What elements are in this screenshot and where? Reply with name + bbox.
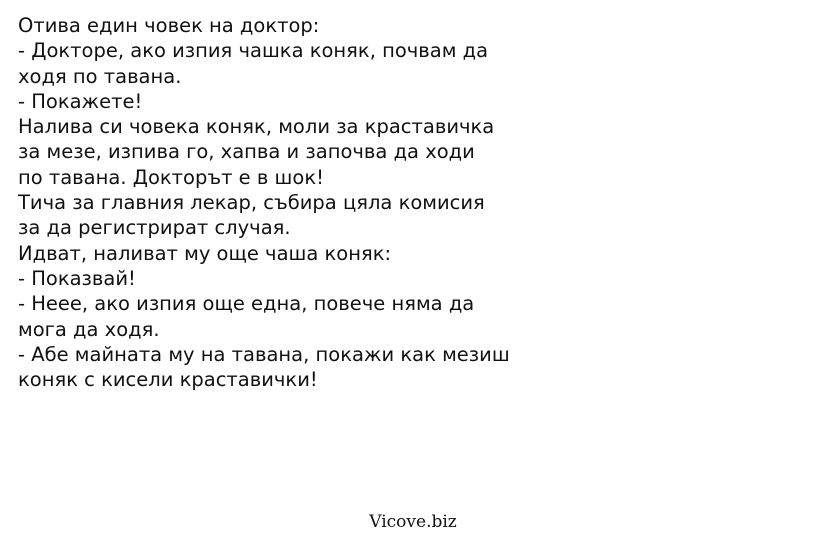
- joke-line: коняк с кисели краставички!: [18, 368, 318, 392]
- joke-line: Идват, наливат му още чаша коняк:: [18, 241, 392, 265]
- site-watermark: Vicove.biz: [369, 512, 457, 532]
- joke-line: мога да ходя.: [18, 317, 160, 341]
- joke-line: - Абе майната му на тавана, покажи как мезиш: [18, 342, 510, 366]
- joke-line: - Показвай!: [18, 266, 136, 290]
- joke-text: [18, 13, 818, 392]
- joke-line: Налива си човека коняк, моли за краставичка: [18, 115, 495, 139]
- joke-line: Отива един човек на доктор:: [18, 14, 320, 37]
- joke-line: - Докторе, ако изпия чашка коняк, почвам да: [18, 39, 489, 63]
- joke-line: ходя по тавана.: [18, 64, 182, 88]
- joke-line: Тича за главния лекар, събира цяла комисия: [18, 191, 485, 215]
- joke-line: - Покажете!: [18, 89, 143, 113]
- joke-line: - Неее, ако изпия още една, повече няма да: [18, 292, 475, 316]
- joke-line: за мезе, изпива го, хапва и започва да ходи: [18, 140, 475, 164]
- joke-line: за да регистрират случая.: [18, 216, 291, 240]
- joke-line: по тавана. Докторът е в шок!: [18, 165, 324, 189]
